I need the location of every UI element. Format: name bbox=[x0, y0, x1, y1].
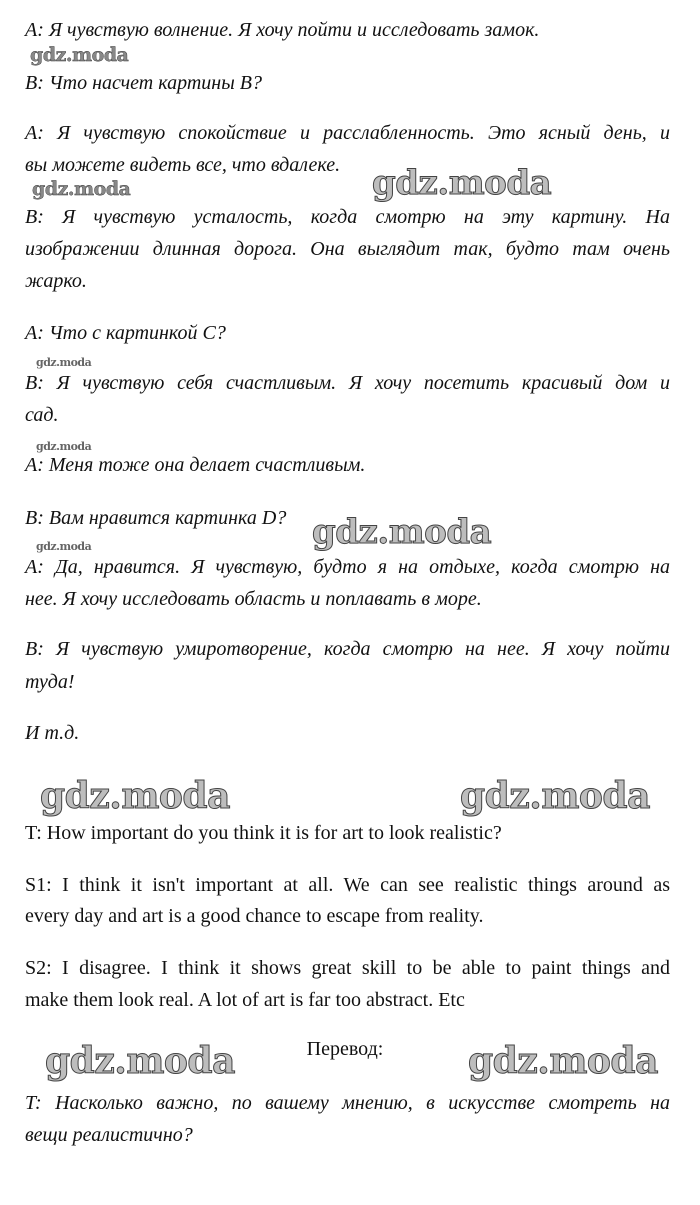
dialogue-line: сад. bbox=[25, 404, 59, 426]
dialogue-line: B: Вам нравится картинка D? bbox=[25, 507, 287, 529]
watermark-logo: gdz.moda bbox=[372, 163, 552, 203]
watermark-logo: gdz.moda bbox=[36, 356, 92, 369]
dialogue-line: И т.д. bbox=[25, 722, 80, 744]
dialogue-line: B: Я чувствую усталость, когда смотрю на эту картину. На bbox=[25, 206, 670, 228]
watermark-logo: gdz.moda bbox=[45, 1040, 235, 1082]
english-line: T: How important do you think it is for art to look realistic? bbox=[25, 822, 502, 844]
english-line: make them look real. A lot of art is far too abstract. Etc bbox=[25, 989, 465, 1011]
translation-line: вещи реалистично? bbox=[25, 1124, 193, 1146]
dialogue-line: изображении длинная дорога. Она выглядит так, будто там очень bbox=[25, 238, 670, 260]
dialogue-line: A: Я чувствую волнение. Я хочу пойти и исследовать замок. bbox=[25, 19, 540, 41]
dialogue-line: жарко. bbox=[25, 270, 87, 292]
watermark-logo: gdz.moda bbox=[36, 540, 92, 553]
watermark-logo: gdz.moda bbox=[468, 1040, 658, 1082]
dialogue-line: B: Я чувствую себя счастливым. Я хочу посетить красивый дом и bbox=[25, 372, 670, 394]
watermark-logo: gdz.moda bbox=[30, 44, 129, 66]
english-line: S1: I think it isn't important at all. We can see realistic things around as bbox=[25, 874, 670, 896]
dialogue-line: вы можете видеть все, что вдалеке. bbox=[25, 154, 341, 176]
dialogue-line: нее. Я хочу исследовать область и поплавать в море. bbox=[25, 588, 482, 610]
watermark-logo: gdz.moda bbox=[36, 440, 92, 453]
watermark-logo: gdz.moda bbox=[32, 178, 131, 200]
dialogue-line: A: Да, нравится. Я чувствую, будто я на отдыхе, когда смотрю на bbox=[25, 556, 670, 578]
dialogue-line: туда! bbox=[25, 671, 75, 693]
translation-heading: Перевод: bbox=[306, 1038, 384, 1060]
dialogue-line: B: Что насчет картины B? bbox=[25, 72, 262, 94]
english-line: every day and art is a good chance to escape from reality. bbox=[25, 905, 484, 927]
dialogue-line: A: Что с картинкой C? bbox=[25, 322, 226, 344]
watermark-logo: gdz.moda bbox=[460, 775, 650, 817]
translation-line: T: Насколько важно, по вашему мнению, в искусстве смотреть на bbox=[25, 1092, 670, 1114]
dialogue-line: A: Меня тоже она делает счастливым. bbox=[25, 454, 366, 476]
english-line: S2: I disagree. I think it shows great skill to be able to paint things and bbox=[25, 957, 670, 979]
dialogue-line: B: Я чувствую умиротворение, когда смотрю на нее. Я хочу пойти bbox=[25, 638, 670, 660]
dialogue-line: A: Я чувствую спокойствие и расслабленность. Это ясный день, и bbox=[25, 122, 670, 144]
watermark-logo: gdz.moda bbox=[312, 512, 492, 552]
watermark-logo: gdz.moda bbox=[40, 775, 230, 817]
